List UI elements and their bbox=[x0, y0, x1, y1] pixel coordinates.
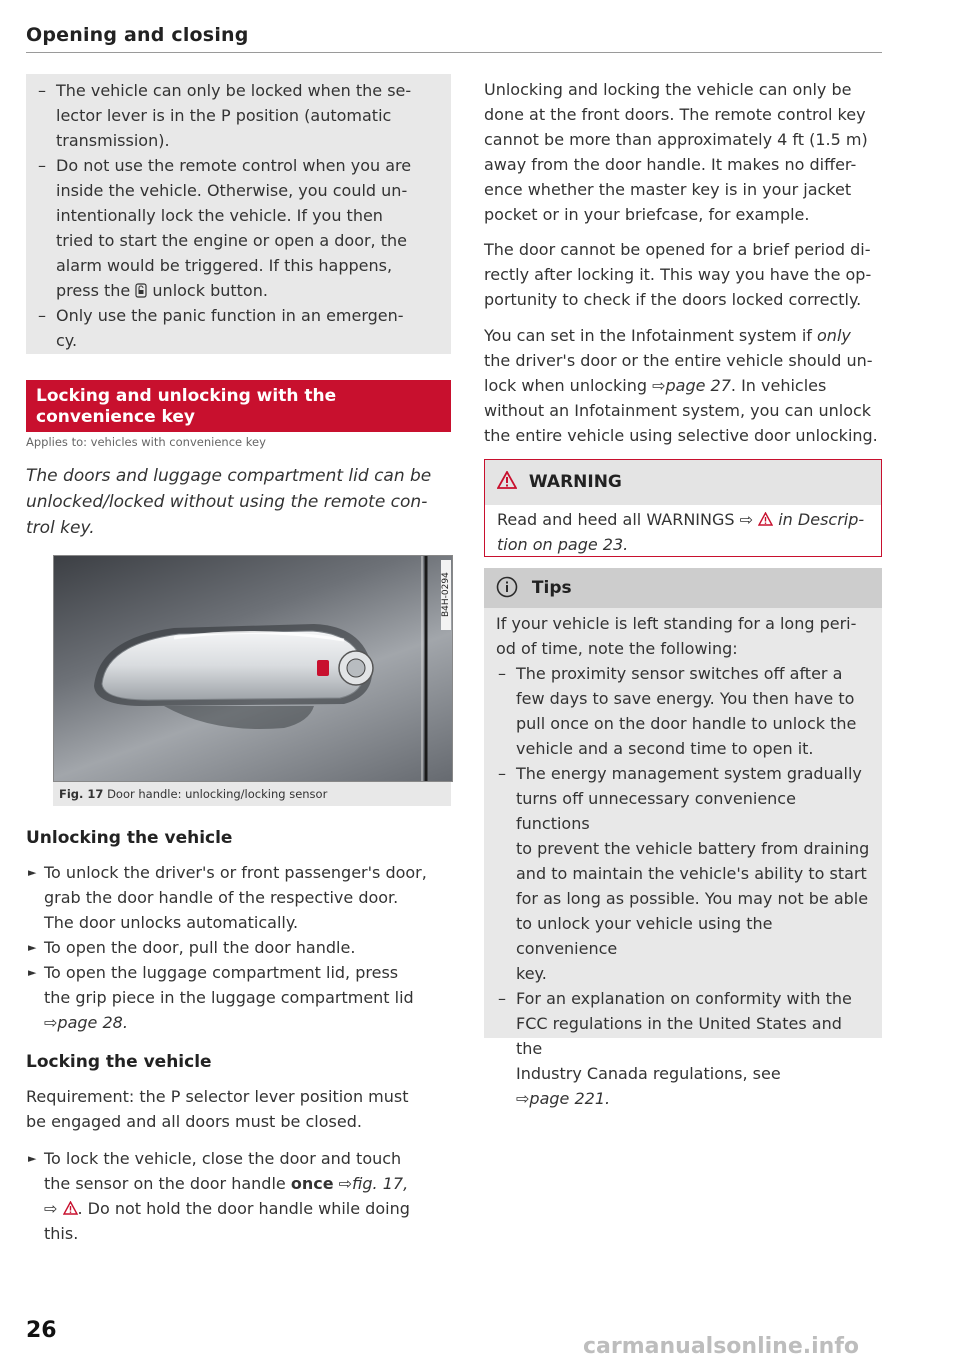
unlock-key-icon bbox=[135, 281, 147, 300]
tip-item: – For an explanation on conformity with the FCC regulations in the United States and the Industry Canada regulations, see ⇨page 221. bbox=[498, 989, 852, 1108]
arrow-right-icon: ⇨ bbox=[338, 1174, 353, 1193]
chapter-title: Opening and closing bbox=[26, 24, 249, 46]
step-item: ► To lock the vehicle, close the door and touch the sensor on the door handle once ⇨fig. 17, ⇨ . Do not hold the door handle while doing this. bbox=[26, 1146, 456, 1246]
note-line: Do not use the remote control when you are bbox=[56, 156, 412, 175]
paragraph-brief-lock: The door cannot be opened for a brief period di- rectly after locking it. This way you have the op- portunity to check if the doors locked correctly. bbox=[484, 240, 872, 309]
note-item: – Do not use the remote control when you are inside the vehicle. Otherwise, you could un- intentionally lock the vehicle. If you then tried to start the engine or open a door, the alarm would be triggered. If this happens, press the unlock button. bbox=[36, 153, 446, 303]
step-line bbox=[44, 1010, 456, 1035]
notes-box bbox=[26, 74, 451, 354]
unlocking-steps bbox=[26, 860, 456, 1035]
step-line: To open the door, pull the door handle. bbox=[44, 938, 356, 957]
locking-heading: Locking the vehicle bbox=[26, 1052, 212, 1072]
step-line: To open the luggage compartment lid, press bbox=[44, 963, 399, 982]
step-line: To unlock the driver's or front passenger's door, bbox=[44, 863, 427, 882]
warning-title: WARNING bbox=[528, 472, 622, 492]
tip-item: – The energy management system gradually turns off unnecessary convenience functions to prevent the vehicle battery from draining and to maintain the vehicle's ability to start for as long as possible. You may not be able to unlock your vehicle using the convenience key. bbox=[498, 764, 870, 983]
page-number: 26 bbox=[26, 1318, 57, 1343]
door-handle-figure bbox=[53, 555, 453, 782]
page-reference-link[interactable]: page 221. bbox=[529, 1089, 611, 1108]
arrow-right-icon: ⇨ bbox=[739, 510, 754, 529]
warning-triangle-icon[interactable] bbox=[63, 1199, 78, 1218]
step-line: ⇨ . Do not hold the door handle while doing bbox=[44, 1199, 410, 1218]
note-line: alarm would be triggered. If this happens, bbox=[56, 256, 393, 275]
unlocking-heading: Unlocking the vehicle bbox=[26, 828, 233, 848]
section-intro: The doors and luggage compartment lid can be unlocked/locked without using the remote con- trol key. bbox=[26, 466, 432, 538]
note-line: inside the vehicle. Otherwise, you could un- bbox=[56, 181, 408, 200]
locking-requirement: Requirement: the P selector lever position must be engaged and all doors must be closed. bbox=[26, 1087, 409, 1131]
page-reference-link[interactable]: page 27 bbox=[665, 376, 731, 395]
step-item: ► To open the door, pull the door handle. bbox=[26, 935, 456, 960]
info-circle-icon bbox=[496, 578, 518, 598]
note-line: tried to start the engine or open a door, the bbox=[56, 231, 407, 250]
page-reference-link[interactable]: tion on page 23. bbox=[497, 535, 629, 554]
arrow-right-icon: ⇨ bbox=[44, 1199, 58, 1218]
note-item: – The vehicle can only be locked when the se- lector lever is in the P position (automatic transmission). bbox=[36, 78, 446, 153]
tip-item: – The proximity sensor switches off after a few days to save energy. You then have to pull once on the door handle to unlock the vehicle and a second time to open it. bbox=[498, 664, 857, 758]
note-line: intentionally lock the vehicle. If you then bbox=[56, 206, 383, 225]
tips-title: Tips bbox=[531, 578, 572, 598]
figure-reference-link[interactable]: fig. 17, bbox=[352, 1174, 409, 1193]
arrow-right-icon: ⇨ bbox=[44, 1013, 58, 1032]
step-line: this. bbox=[44, 1224, 79, 1243]
note-line: The vehicle can only be locked when the se- bbox=[56, 81, 412, 100]
section-heading: Locking and unlocking with the convenience key bbox=[26, 380, 451, 432]
tips-box bbox=[484, 568, 882, 1108]
step-item: ► To unlock the driver's or front passenger's door, grab the door handle of the respective door. The door unlocks automatically. bbox=[26, 860, 456, 935]
step-line: The door unlocks automatically. bbox=[44, 913, 299, 932]
note-line: cy. bbox=[56, 331, 78, 350]
paragraph-infotainment: You can set in the Infotainment system if only the driver's door or the entire vehicle should un- lock when unlocking ⇨page 27. In vehicles without an Infotainment system, you can unlock the entire vehicle using selective door unlocking. bbox=[484, 326, 878, 445]
step-line: To lock the vehicle, close the door and touch bbox=[44, 1149, 402, 1168]
warning-text: Read and heed all WARNINGS ⇨ in Descrip- tion on page 23. bbox=[497, 510, 865, 554]
arrow-right-icon: ⇨ bbox=[516, 1089, 530, 1108]
step-line: the grip piece in the luggage compartment lid bbox=[44, 988, 414, 1007]
step-line: grab the door handle of the respective door. bbox=[44, 888, 399, 907]
page-reference-link[interactable]: page 28. bbox=[57, 1013, 128, 1032]
door-handle-illustration bbox=[54, 556, 452, 781]
note-line: transmission). bbox=[56, 131, 170, 150]
note-line: press the unlock button. bbox=[56, 281, 268, 300]
figure-caption: Fig. 17 Door handle: unlocking/locking sensor bbox=[53, 782, 451, 806]
locking-steps bbox=[26, 1146, 456, 1246]
note-line: Only use the panic function in an emergen- bbox=[56, 306, 404, 325]
note-line: lector lever is in the P position (automatic bbox=[56, 106, 392, 125]
applies-to: Applies to: vehicles with convenience key bbox=[26, 435, 266, 449]
header-divider bbox=[26, 52, 882, 53]
warning-box bbox=[484, 459, 882, 557]
note-item: – Only use the panic function in an emergen- cy. bbox=[36, 303, 446, 353]
figure-code: B4H-0294 bbox=[441, 560, 451, 630]
watermark: carmanualsonline.info bbox=[583, 1334, 859, 1359]
tips-content: If your vehicle is left standing for a long peri- od of time, note the following: – The proximity sensor switches off after a few days to save energy. You then have to pull once on the door handle to unlock the vehicle and a second time to open it. – The energy management system gradually turns off unnecessary convenience functions to prevent the vehicle battery from draining and to maintain the vehicle's ability to start for as long as possible. You may not be able to unlock your vehicle using the convenience key. – For an explanation on conformity with the FCC regulations in the United States and the Industry Canada regulations, see ⇨page 221. bbox=[484, 608, 882, 1111]
step-item: ► To open the luggage compartment lid, press the grip piece in the luggage compartment lid ⇨page 28. bbox=[26, 960, 456, 1035]
warning-triangle-icon bbox=[758, 510, 773, 529]
sensor-light bbox=[317, 660, 329, 676]
paragraph-remote-range: Unlocking and locking the vehicle can only be done at the front doors. The remote control key cannot be more than approximately 4 ft (1.5 m) away from the door handle. It makes no differ- ence whether the master key is in your jacket pocket or in your briefcase, for example. bbox=[484, 80, 868, 224]
step-line: the sensor on the door handle once ⇨fig. 17, bbox=[44, 1174, 409, 1193]
warning-triangle-icon bbox=[497, 472, 517, 492]
arrow-right-icon: ⇨ bbox=[652, 376, 666, 395]
